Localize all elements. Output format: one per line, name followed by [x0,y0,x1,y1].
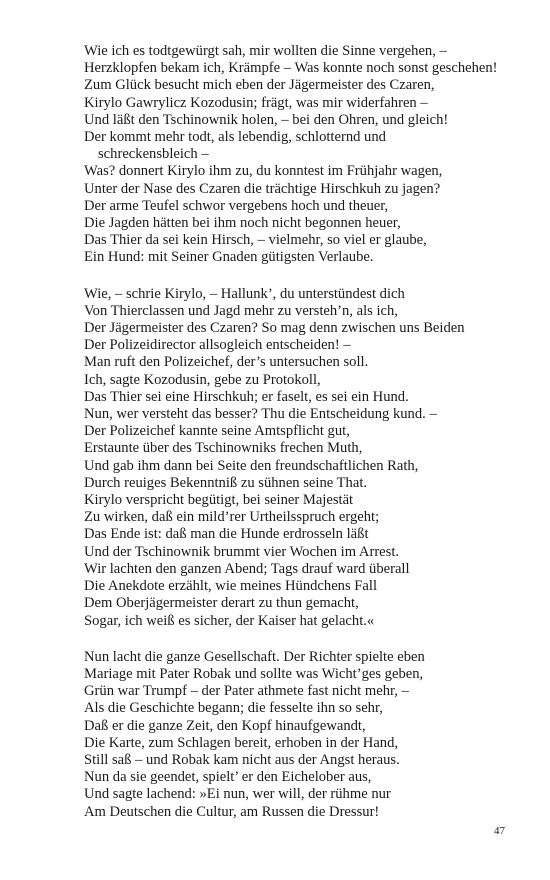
verse-line: Zum Glück besucht mich eben der Jägermeister des Czaren, [84,77,435,94]
verse-line: Kirylo Gawrylicz Kozodusin; frägt, was mir widerfahren – [84,94,428,111]
verse-line: Der Jägermeister des Czaren? So mag denn zwischen uns Beiden [84,320,465,337]
verse-line: Man ruft den Polizeichef, der’s untersuchen soll. [84,354,369,371]
verse-line: Von Thierclassen und Jagd mehr zu versteh’n, als ich, [84,302,398,319]
verse-line: Herzklopfen bekam ich, Krämpfe – Was konnte noch sonst geschehen! [84,60,498,77]
verse-line: Wie ich es todtgewürgt sah, mir wollten die Sinne vergehen, – [84,43,447,59]
verse-line: Das Ende ist: daß man die Hunde erdrosseln läßt [84,526,369,543]
stanza [84,286,524,630]
verse-line: Was? donnert Kirylo ihm zu, du konntest im Frühjahr wagen, [84,163,443,180]
verse-line: Nun da sie geendet, spielt’ er den Eichelober aus, [84,769,372,786]
verse-line: Ich, sagte Kozodusin, gebe zu Protokoll, [84,371,321,388]
verse-line: Als die Geschichte begann; die fesselte ihn so sehr, [84,700,383,717]
verse-line: Und der Tschinownik brummt vier Wochen im Arrest. [84,543,400,560]
verse-line: Unter der Nase des Czaren die trächtige Hirschkuh zu jagen? [84,180,441,197]
verse-line: Grün war Trumpf – der Pater athmete fast nicht mehr, – [84,683,409,700]
verse-line: Wie, – schrie Kirylo, – Hallunk’, du unterstündest dich [84,285,405,302]
verse-line: Sogar, ich weiß es sicher, der Kaiser hat gelacht.« [84,612,375,629]
verse-line: Erstaunte über des Tschinowniks frechen Muth, [84,440,363,457]
poem-text [84,43,524,840]
verse-line: Die Jagden hätten bei ihm noch nicht begonnen heuer, [84,215,401,232]
verse-line: Still saß – und Robak kam nicht aus der Angst heraus. [84,751,400,768]
verse-line: Mariage mit Pater Robak und sollte was Wicht’ges geben, [84,665,424,682]
verse-line: Kirylo verspricht begütigt, bei seiner Majestät [84,492,354,509]
verse-line: Dem Oberjägermeister derart zu thun gemacht, [84,595,359,612]
verse-line: Zu wirken, daß ein mild’rer Urtheilsspruch ergeht; [84,509,380,526]
stanza [84,43,524,267]
verse-line: Am Deutschen die Cultur, am Russen die Dressur! [84,803,380,820]
verse-line: Der arme Teufel schwor vergebens hoch und theuer, [84,197,389,214]
verse-line: Der kommt mehr todt, als lebendig, schlotternd und [84,129,386,146]
verse-line: Wir lachten den ganzen Abend; Tags drauf ward überall [84,560,410,577]
verse-line: Das Thier da sei kein Hirsch, – vielmehr, so viel er glaube, [84,232,427,249]
stanza [84,649,524,821]
verse-line: Und läßt den Tschinownik holen, – bei den Ohren, und gleich! [84,111,449,128]
verse-line: Der Polizeichef kannte seine Amtspflicht gut, [84,423,350,440]
verse-line: Nun, wer versteht das besser? Thu die Entscheidung kund. – [84,406,437,423]
verse-line: Ein Hund: mit Seiner Gnaden gütigsten Verlaube. [84,249,374,266]
verse-line: schreckensbleich – [98,146,209,163]
verse-line: Durch reuiges Bekenntniß zu sühnen seine That. [84,474,368,491]
verse-line: Daß er die ganze Zeit, den Kopf hinaufgewandt, [84,717,366,734]
verse-line: Der Polizeidirector allsogleich entscheiden! – [84,337,351,354]
verse-line: Die Anekdote erzählt, wie meines Hündchens Fall [84,578,378,595]
page-number: 47 [494,825,505,837]
verse-line: Das Thier sei eine Hirschkuh; er faselt, es sei ein Hund. [84,388,409,405]
verse-line: Und gab ihm dann bei Seite den freundschaftlichen Rath, [84,457,419,474]
verse-line: Nun lacht die ganze Gesellschaft. Der Richter spielte eben [84,648,425,665]
verse-line: Und sagte lachend: »Ei nun, wer will, der rühme nur [84,786,391,803]
verse-line: Die Karte, zum Schlagen bereit, erhoben in der Hand, [84,734,399,751]
